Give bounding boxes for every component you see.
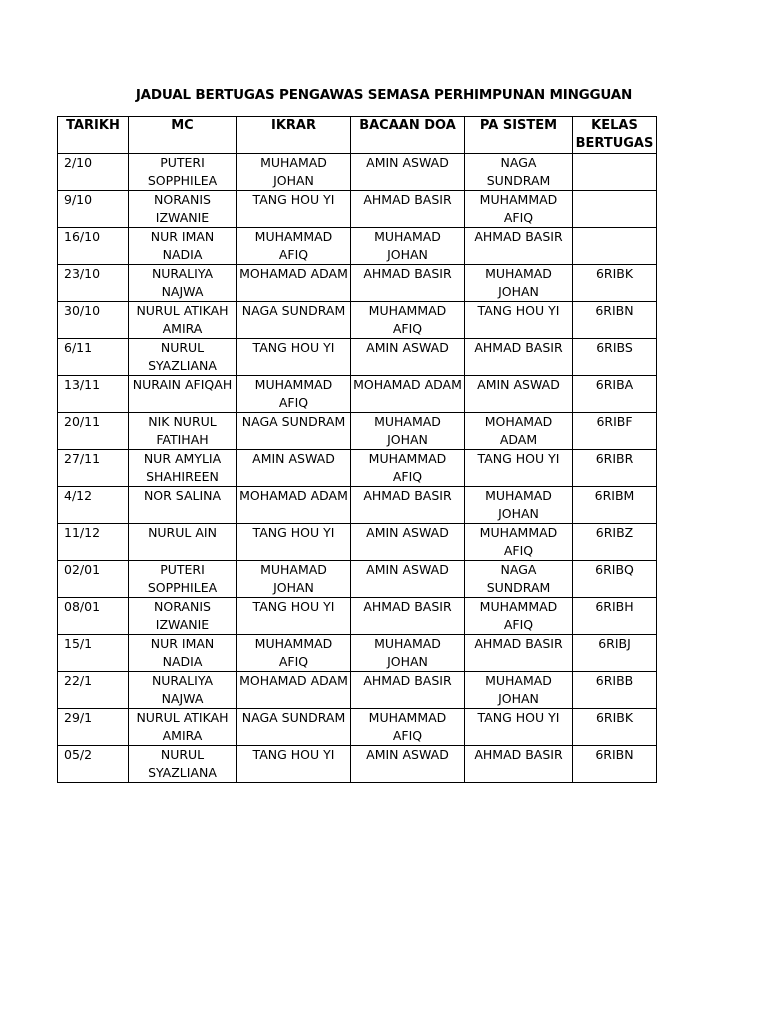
cell-mc: NUR IMAN NADIA bbox=[129, 635, 237, 672]
table-body bbox=[58, 154, 657, 783]
table-row bbox=[58, 302, 657, 339]
cell-mc: PUTERI SOPPHILEA bbox=[129, 561, 237, 598]
cell-mc: NURALIYA NAJWA bbox=[129, 265, 237, 302]
cell-mc: NIK NURUL FATIHAH bbox=[129, 413, 237, 450]
cell-ikrar: MUHAMAD JOHAN bbox=[237, 561, 351, 598]
cell-pa-sistem: MUHAMAD JOHAN bbox=[465, 672, 573, 709]
table-row bbox=[58, 265, 657, 302]
cell-bacaan-doa: AMIN ASWAD bbox=[351, 561, 465, 598]
cell-kelas-bertugas: 6RIBS bbox=[573, 339, 657, 376]
cell-pa-sistem: TANG HOU YI bbox=[465, 709, 573, 746]
cell-bacaan-doa: MUHAMAD JOHAN bbox=[351, 413, 465, 450]
cell-tarikh: 08/01 bbox=[58, 598, 129, 635]
cell-tarikh: 15/1 bbox=[58, 635, 129, 672]
cell-kelas-bertugas bbox=[573, 154, 657, 191]
cell-tarikh: 13/11 bbox=[58, 376, 129, 413]
cell-pa-sistem: AMIN ASWAD bbox=[465, 376, 573, 413]
cell-pa-sistem: AHMAD BASIR bbox=[465, 746, 573, 783]
table-header-row bbox=[58, 117, 657, 154]
cell-tarikh: 9/10 bbox=[58, 191, 129, 228]
table-row bbox=[58, 376, 657, 413]
cell-mc: NURAIN AFIQAH bbox=[129, 376, 237, 413]
cell-mc: NORANIS IZWANIE bbox=[129, 598, 237, 635]
cell-ikrar: MOHAMAD ADAM bbox=[237, 487, 351, 524]
cell-ikrar: NAGA SUNDRAM bbox=[237, 302, 351, 339]
cell-kelas-bertugas: 6RIBJ bbox=[573, 635, 657, 672]
cell-tarikh: 23/10 bbox=[58, 265, 129, 302]
cell-mc: NURUL SYAZLIANA bbox=[129, 339, 237, 376]
cell-tarikh: 16/10 bbox=[58, 228, 129, 265]
header-mc: MC bbox=[129, 117, 237, 154]
cell-tarikh: 2/10 bbox=[58, 154, 129, 191]
cell-ikrar: MOHAMAD ADAM bbox=[237, 265, 351, 302]
cell-bacaan-doa: AMIN ASWAD bbox=[351, 339, 465, 376]
cell-ikrar: MUHAMMAD AFIQ bbox=[237, 376, 351, 413]
cell-tarikh: 27/11 bbox=[58, 450, 129, 487]
cell-ikrar: MUHAMMAD AFIQ bbox=[237, 228, 351, 265]
cell-tarikh: 22/1 bbox=[58, 672, 129, 709]
cell-mc: NURUL ATIKAH AMIRA bbox=[129, 302, 237, 339]
cell-mc: PUTERI SOPPHILEA bbox=[129, 154, 237, 191]
cell-ikrar: TANG HOU YI bbox=[237, 524, 351, 561]
cell-tarikh: 05/2 bbox=[58, 746, 129, 783]
cell-bacaan-doa: AHMAD BASIR bbox=[351, 265, 465, 302]
cell-ikrar: TANG HOU YI bbox=[237, 598, 351, 635]
table-row bbox=[58, 228, 657, 265]
cell-ikrar: NAGA SUNDRAM bbox=[237, 413, 351, 450]
table-row bbox=[58, 635, 657, 672]
cell-bacaan-doa: AHMAD BASIR bbox=[351, 672, 465, 709]
cell-kelas-bertugas: 6RIBN bbox=[573, 746, 657, 783]
cell-bacaan-doa: AHMAD BASIR bbox=[351, 487, 465, 524]
cell-bacaan-doa: MUHAMMAD AFIQ bbox=[351, 709, 465, 746]
cell-ikrar: AMIN ASWAD bbox=[237, 450, 351, 487]
cell-kelas-bertugas: 6RIBK bbox=[573, 709, 657, 746]
cell-ikrar: TANG HOU YI bbox=[237, 339, 351, 376]
cell-pa-sistem: MOHAMAD ADAM bbox=[465, 413, 573, 450]
page-title: JADUAL BERTUGAS PENGAWAS SEMASA PERHIMPUNAN MINGGUAN bbox=[135, 87, 633, 103]
cell-mc: NUR AMYLIA SHAHIREEN bbox=[129, 450, 237, 487]
cell-bacaan-doa: MUHAMAD JOHAN bbox=[351, 228, 465, 265]
cell-kelas-bertugas: 6RIBN bbox=[573, 302, 657, 339]
cell-kelas-bertugas: 6RIBQ bbox=[573, 561, 657, 598]
cell-mc: NURUL AIN bbox=[129, 524, 237, 561]
cell-kelas-bertugas: 6RIBF bbox=[573, 413, 657, 450]
cell-kelas-bertugas: 6RIBH bbox=[573, 598, 657, 635]
table-row bbox=[58, 413, 657, 450]
cell-tarikh: 4/12 bbox=[58, 487, 129, 524]
header-tarikh: TARIKH bbox=[58, 117, 129, 154]
cell-pa-sistem: MUHAMMAD AFIQ bbox=[465, 191, 573, 228]
cell-mc: NURUL SYAZLIANA bbox=[129, 746, 237, 783]
table-row bbox=[58, 561, 657, 598]
table-row bbox=[58, 746, 657, 783]
table-row bbox=[58, 191, 657, 228]
cell-bacaan-doa: MOHAMAD ADAM bbox=[351, 376, 465, 413]
header-bacaan-doa: BACAAN DOA bbox=[351, 117, 465, 154]
cell-tarikh: 29/1 bbox=[58, 709, 129, 746]
cell-pa-sistem: AHMAD BASIR bbox=[465, 635, 573, 672]
cell-pa-sistem: MUHAMMAD AFIQ bbox=[465, 524, 573, 561]
cell-kelas-bertugas: 6RIBR bbox=[573, 450, 657, 487]
cell-bacaan-doa: AMIN ASWAD bbox=[351, 524, 465, 561]
cell-ikrar: TANG HOU YI bbox=[237, 191, 351, 228]
cell-pa-sistem: MUHAMAD JOHAN bbox=[465, 265, 573, 302]
cell-mc: NORANIS IZWANIE bbox=[129, 191, 237, 228]
cell-bacaan-doa: MUHAMMAD AFIQ bbox=[351, 302, 465, 339]
cell-ikrar: MOHAMAD ADAM bbox=[237, 672, 351, 709]
cell-tarikh: 6/11 bbox=[58, 339, 129, 376]
cell-mc: NURUL ATIKAH AMIRA bbox=[129, 709, 237, 746]
table-row bbox=[58, 450, 657, 487]
table-row bbox=[58, 487, 657, 524]
cell-pa-sistem: MUHAMAD JOHAN bbox=[465, 487, 573, 524]
header-pa-sistem: PA SISTEM bbox=[465, 117, 573, 154]
cell-tarikh: 02/01 bbox=[58, 561, 129, 598]
cell-mc: NUR IMAN NADIA bbox=[129, 228, 237, 265]
cell-pa-sistem: TANG HOU YI bbox=[465, 302, 573, 339]
cell-bacaan-doa: MUHAMMAD AFIQ bbox=[351, 450, 465, 487]
cell-pa-sistem: NAGA SUNDRAM bbox=[465, 561, 573, 598]
cell-kelas-bertugas: 6RIBZ bbox=[573, 524, 657, 561]
cell-tarikh: 20/11 bbox=[58, 413, 129, 450]
cell-mc: NOR SALINA bbox=[129, 487, 237, 524]
cell-bacaan-doa: AMIN ASWAD bbox=[351, 154, 465, 191]
cell-tarikh: 30/10 bbox=[58, 302, 129, 339]
cell-pa-sistem: TANG HOU YI bbox=[465, 450, 573, 487]
cell-pa-sistem: NAGA SUNDRAM bbox=[465, 154, 573, 191]
cell-kelas-bertugas: 6RIBA bbox=[573, 376, 657, 413]
table-row bbox=[58, 524, 657, 561]
cell-ikrar: TANG HOU YI bbox=[237, 746, 351, 783]
cell-kelas-bertugas bbox=[573, 228, 657, 265]
cell-pa-sistem: MUHAMMAD AFIQ bbox=[465, 598, 573, 635]
table-row bbox=[58, 709, 657, 746]
cell-ikrar: MUHAMAD JOHAN bbox=[237, 154, 351, 191]
cell-mc: NURALIYA NAJWA bbox=[129, 672, 237, 709]
table-row bbox=[58, 339, 657, 376]
cell-bacaan-doa: AHMAD BASIR bbox=[351, 191, 465, 228]
cell-pa-sistem: AHMAD BASIR bbox=[465, 339, 573, 376]
header-kelas-bertugas: KELAS BERTUGAS bbox=[573, 117, 657, 154]
cell-kelas-bertugas: 6RIBM bbox=[573, 487, 657, 524]
cell-kelas-bertugas: 6RIBB bbox=[573, 672, 657, 709]
cell-tarikh: 11/12 bbox=[58, 524, 129, 561]
duty-schedule-table bbox=[57, 116, 657, 783]
cell-pa-sistem: AHMAD BASIR bbox=[465, 228, 573, 265]
cell-ikrar: NAGA SUNDRAM bbox=[237, 709, 351, 746]
table-row bbox=[58, 598, 657, 635]
cell-ikrar: MUHAMMAD AFIQ bbox=[237, 635, 351, 672]
cell-bacaan-doa: AMIN ASWAD bbox=[351, 746, 465, 783]
table-row bbox=[58, 672, 657, 709]
cell-bacaan-doa: AHMAD BASIR bbox=[351, 598, 465, 635]
cell-bacaan-doa: MUHAMAD JOHAN bbox=[351, 635, 465, 672]
cell-kelas-bertugas bbox=[573, 191, 657, 228]
table-row bbox=[58, 154, 657, 191]
header-ikrar: IKRAR bbox=[237, 117, 351, 154]
cell-kelas-bertugas: 6RIBK bbox=[573, 265, 657, 302]
